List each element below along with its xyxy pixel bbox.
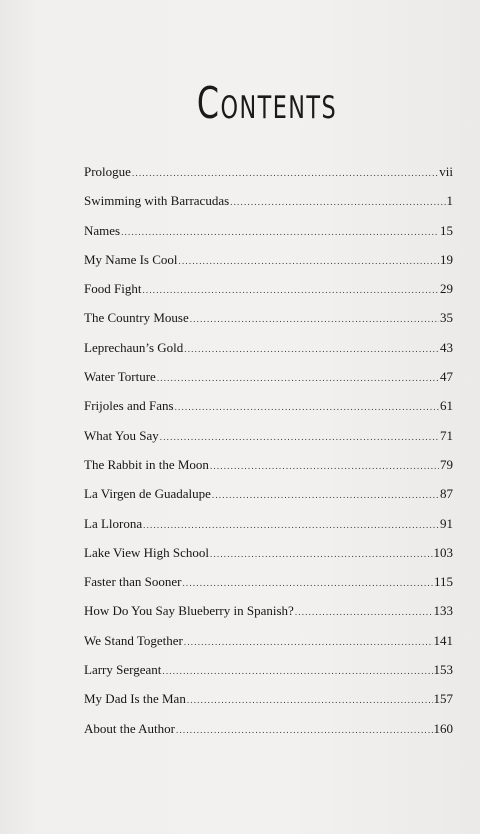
page-number: 1: [446, 193, 453, 209]
toc-entry: [84, 484, 453, 513]
page-number: 157: [433, 691, 453, 707]
dot-leader: [132, 163, 438, 183]
dot-leader: [142, 280, 439, 300]
chapter-title: My Dad Is the Man: [84, 691, 186, 707]
chapter-title: Water Torture: [84, 369, 156, 385]
page-number: 47: [440, 369, 453, 385]
chapter-title: How Do You Say Blueberry in Spanish?: [84, 603, 294, 619]
dot-leader: [160, 427, 439, 447]
chapter-title: Prologue: [84, 164, 131, 179]
dot-leader: [187, 690, 433, 710]
toc-entry: [84, 543, 453, 572]
toc-entry: [84, 719, 453, 748]
table-of-contents: [84, 162, 453, 748]
toc-entry: [84, 191, 453, 220]
page-number: 103: [433, 544, 453, 560]
dot-leader: [157, 368, 439, 388]
dot-leader: [210, 456, 439, 476]
toc-entry: [84, 221, 453, 250]
toc-entry: [84, 338, 453, 367]
chapter-title: La Virgen de Guadalupe: [84, 486, 211, 502]
dot-leader: [182, 573, 432, 593]
dot-leader: [184, 632, 433, 652]
chapter-title: The Rabbit in the Moon: [84, 456, 209, 472]
chapter-title: Leprechaun’s Gold: [84, 339, 184, 355]
dot-leader: [175, 397, 439, 417]
toc-entry: [84, 514, 453, 543]
chapter-title: Food Fight: [84, 281, 142, 297]
dot-leader: [179, 251, 439, 271]
contents-heading: Contents: [196, 78, 338, 129]
chapter-title: Frijoles and Fans: [84, 398, 174, 414]
dot-leader: [190, 309, 439, 329]
dot-leader: [121, 222, 439, 242]
dot-leader: [184, 339, 439, 359]
page-number: 15: [440, 222, 453, 238]
toc-entry: [84, 396, 453, 425]
dot-leader: [295, 602, 433, 622]
page-number: 19: [440, 251, 453, 267]
dot-leader: [210, 544, 433, 564]
page-number: 115: [433, 574, 453, 590]
chapter-title: My Name Is Cool: [84, 251, 178, 267]
toc-entry: [84, 250, 453, 279]
toc-entry: [84, 162, 453, 191]
chapter-title: About the Author: [84, 720, 175, 736]
toc-entry: [84, 601, 453, 630]
dot-leader: [176, 720, 433, 740]
page-number: 160: [433, 720, 453, 736]
page-number: 87: [440, 486, 453, 502]
dot-leader: [230, 192, 445, 212]
page-number: 61: [440, 398, 453, 414]
page-number: 43: [440, 339, 453, 355]
toc-entry: [84, 660, 453, 689]
chapter-title: Lake View High School: [84, 544, 209, 560]
chapter-title: Names: [84, 222, 121, 238]
page-number: 153: [433, 662, 453, 678]
chapter-title: La Llorona: [84, 515, 143, 531]
dot-leader: [162, 661, 432, 681]
page-number: vii: [439, 164, 453, 179]
chapter-title: Swimming with Barracudas: [84, 193, 230, 209]
chapter-title: Larry Sergeant: [84, 662, 162, 678]
toc-entry: [84, 572, 453, 601]
chapter-title: What You Say: [84, 427, 159, 443]
page-number: 79: [440, 456, 453, 472]
dot-leader: [212, 485, 439, 505]
dot-leader: [143, 515, 439, 535]
page-number: 35: [440, 310, 453, 326]
toc-entry: [84, 367, 453, 396]
page-number: 71: [440, 427, 453, 443]
page-number: 29: [440, 281, 453, 297]
toc-entry: [84, 279, 453, 308]
chapter-title: Faster than Sooner: [84, 574, 182, 590]
toc-entry: [84, 426, 453, 455]
chapter-title: We Stand Together: [84, 632, 183, 648]
toc-entry: [84, 455, 453, 484]
page-number: 141: [433, 632, 453, 648]
page-number: 91: [440, 515, 453, 531]
toc-entry: [84, 308, 453, 337]
page-number: 133: [433, 603, 453, 619]
toc-entry: [84, 689, 453, 718]
toc-entry: [84, 631, 453, 660]
chapter-title: The Country Mouse: [84, 310, 189, 326]
